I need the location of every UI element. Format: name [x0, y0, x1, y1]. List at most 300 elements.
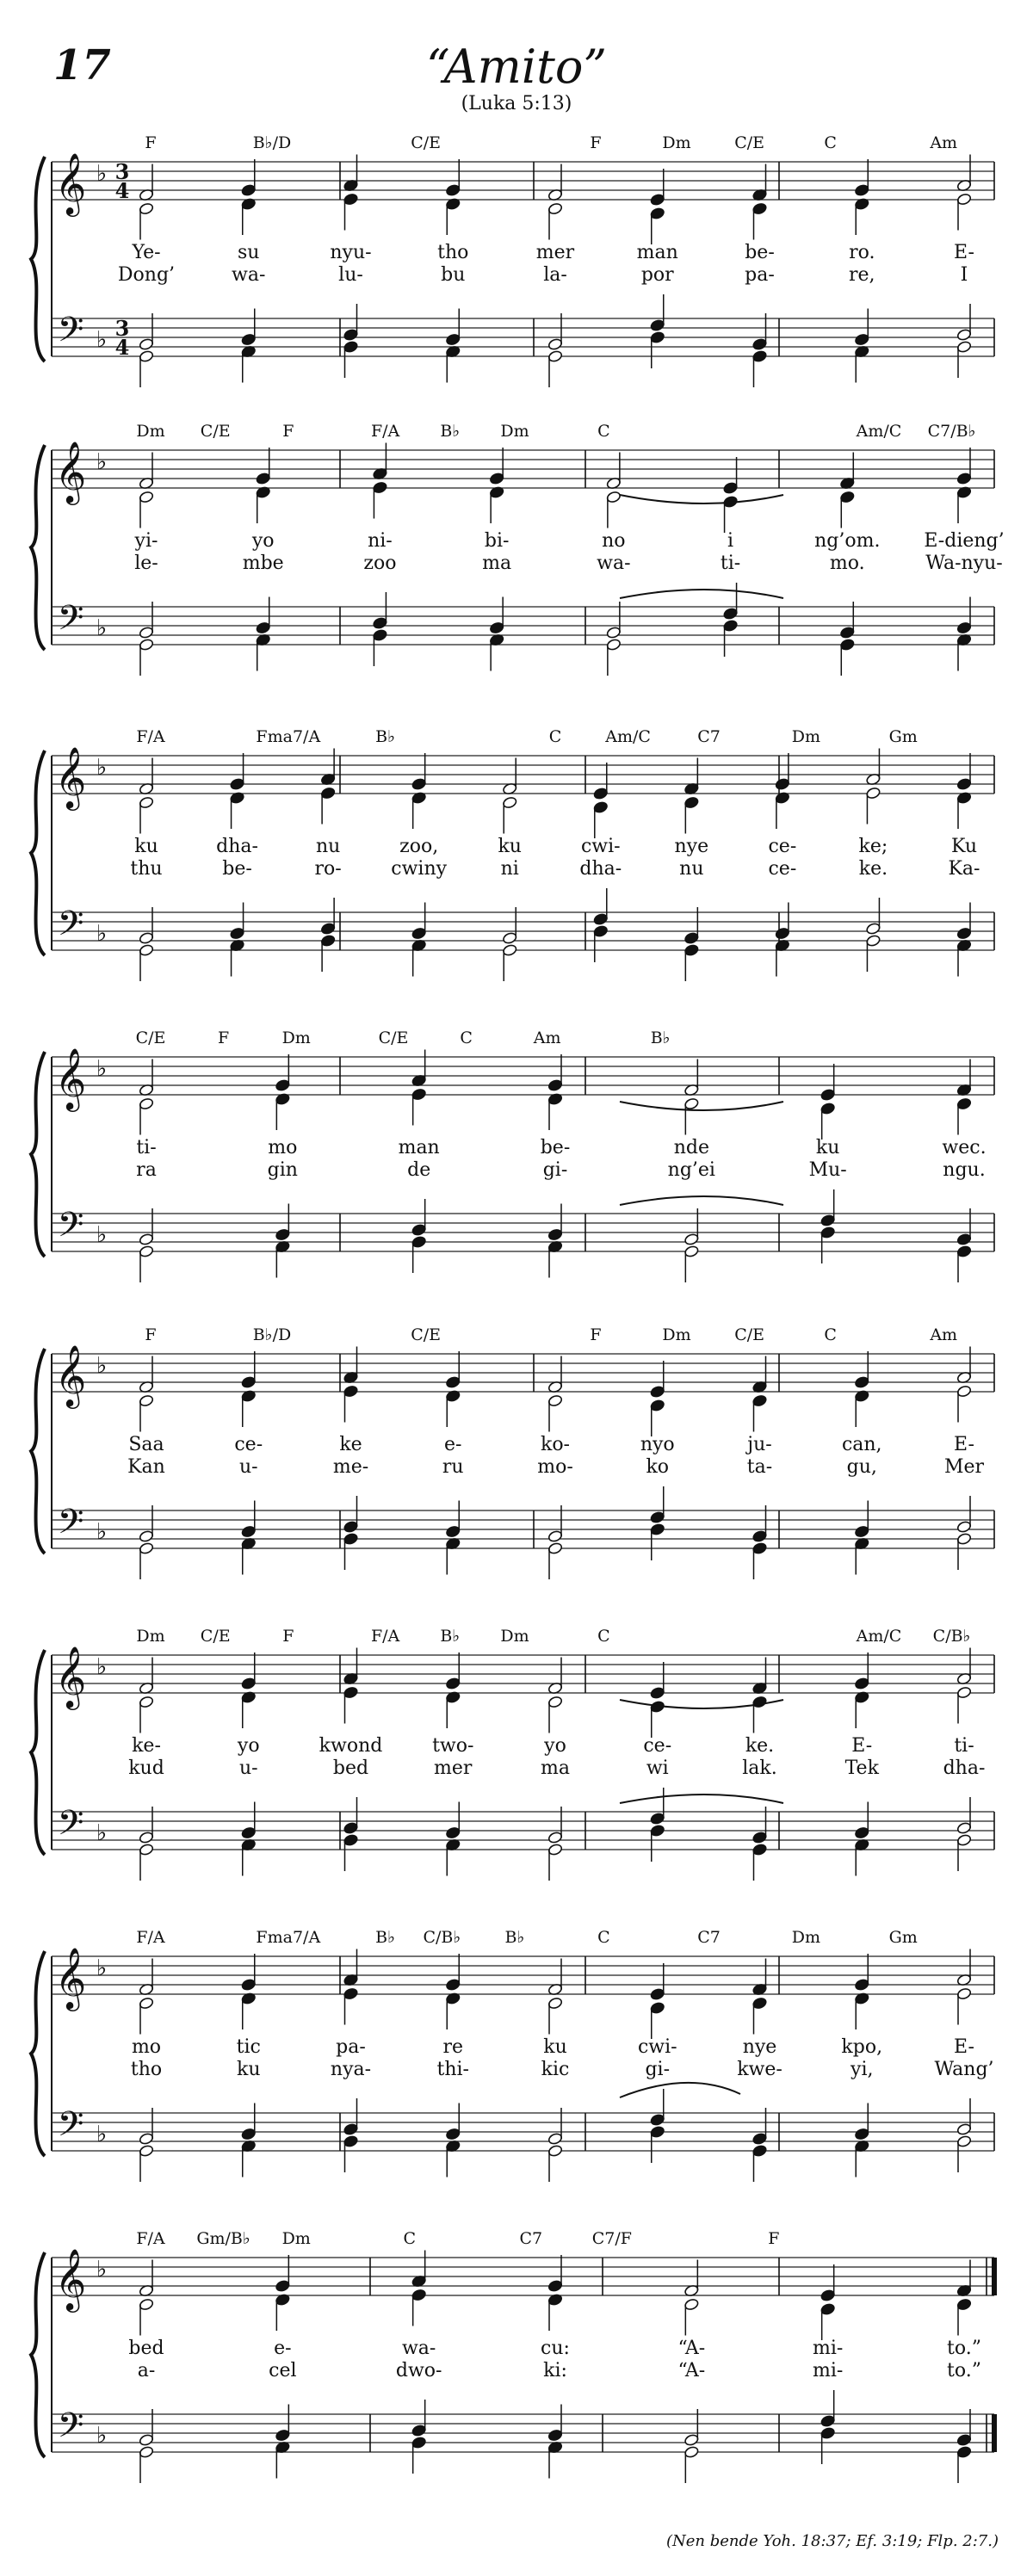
treble-note [684, 1097, 699, 1135]
bass-note [411, 903, 427, 941]
bass-note [343, 1833, 359, 1871]
chord-symbol: Dm [500, 422, 529, 441]
treble-note [752, 1997, 768, 2035]
treble-note [343, 193, 359, 231]
bass-note [445, 1802, 461, 1840]
bass-note [956, 903, 972, 941]
treble-note [820, 2264, 836, 2302]
lyric-verse-1: yo [251, 530, 275, 552]
lyric-verse-1: ke [339, 1434, 362, 1455]
chord-symbol: Am/C [856, 422, 902, 441]
bass-note [502, 943, 517, 981]
treble-note [547, 1696, 563, 1733]
lyric-verse-2: ru [442, 1456, 464, 1478]
lyric-verse-2: lu- [338, 264, 363, 286]
bass-note [606, 638, 622, 676]
treble-note [956, 753, 972, 791]
bass-note [489, 633, 504, 671]
treble-note [820, 1102, 836, 1140]
bass-note [650, 2089, 665, 2127]
bass-note [547, 2441, 563, 2479]
lyric-verse-1: e- [274, 2338, 292, 2359]
lyric-verse-2: ce- [768, 858, 797, 880]
lyric-verse-2: wa- [597, 553, 631, 574]
bass-note [650, 1824, 665, 1862]
bass-note [547, 1541, 563, 1579]
bass-note [866, 898, 881, 936]
bass-note [241, 309, 257, 347]
chord-symbol: Dm [662, 133, 691, 152]
treble-note [411, 2289, 427, 2326]
bass-note [752, 1541, 768, 1579]
treble-note [275, 1054, 290, 1092]
lyric-verse-2: I [960, 264, 968, 286]
bass-note [956, 2445, 972, 2483]
bass-note [956, 1797, 972, 1835]
treble-note [820, 2302, 836, 2340]
bass-note [343, 304, 359, 342]
lyric-verse-2: gu, [846, 1456, 877, 1478]
lyric-verse-1: ko- [540, 1434, 571, 1455]
lyric-verse-1: ce- [234, 1434, 263, 1455]
bass-note [854, 309, 869, 347]
bass-note [139, 1843, 154, 1881]
treble-note [241, 1992, 257, 2029]
lyric-verse-2: Wang’ [934, 2059, 994, 2080]
bass-note [956, 1496, 972, 1534]
chord-symbol: F [282, 1627, 294, 1646]
lyric-verse-2: cwiny [391, 858, 448, 880]
treble-note [956, 2298, 972, 2336]
treble-note [139, 202, 154, 240]
chord-symbol: F/A [136, 727, 165, 746]
lyric-verse-2: Ka- [948, 858, 980, 880]
lyric-verse-2: a- [137, 2360, 156, 2381]
lyric-verse-2: Dong’ [117, 264, 176, 286]
treble-note [343, 1347, 359, 1385]
bass-note [650, 330, 665, 368]
treble-note [956, 485, 972, 523]
bass-note [684, 943, 699, 981]
tie [620, 1795, 783, 1803]
chord-symbol: Dm [281, 1029, 311, 1047]
lyric-verse-1: E- [851, 1735, 873, 1757]
lyric-verse-1: yi- [134, 530, 158, 552]
treble-note [650, 2001, 665, 2039]
bass-note [320, 898, 336, 936]
treble-note [445, 1954, 461, 1992]
system-brace [31, 1951, 45, 2156]
treble-note [866, 787, 881, 825]
key-signature-flat: ♭ [96, 755, 108, 781]
chord-symbol: C/B♭ [932, 1627, 971, 1646]
treble-note [343, 1385, 359, 1423]
lyric-verse-2: dwo- [395, 2360, 442, 2381]
key-signature-flat: ♭ [96, 1056, 108, 1082]
treble-note [752, 1658, 768, 1696]
bass-note [241, 1838, 257, 1876]
treble-note [241, 1389, 257, 1427]
treble-note [139, 1394, 154, 1432]
lyric-verse-1: yo [237, 1735, 260, 1757]
lyric-verse-2: to.” [947, 2360, 981, 2381]
bass-note [866, 934, 881, 972]
lyric-verse-2: por [640, 264, 674, 286]
lyric-verse-2: lak. [742, 1757, 777, 1779]
key-signature-flat: ♭ [96, 1820, 108, 1846]
lyric-verse-2: wi [646, 1757, 669, 1779]
bass-note [956, 1532, 972, 1570]
lyric-verse-2: wa- [232, 264, 266, 286]
bass-note [139, 349, 154, 387]
lyric-verse-1: ku [498, 836, 522, 857]
bass-clef: 𝄢 [57, 2104, 84, 2153]
chord-symbol: F/A [136, 1928, 165, 1947]
bass-note [820, 1189, 836, 1227]
lyric-verse-2: “A- [677, 2360, 706, 2381]
chord-symbol: F [145, 1325, 157, 1344]
lyric-verse-1: nu [315, 836, 341, 857]
lyric-verse-2: mo- [537, 1456, 573, 1478]
bass-note [956, 1245, 972, 1282]
treble-note [547, 1658, 563, 1696]
treble-note [956, 1059, 972, 1097]
chord-symbol: Am [930, 1325, 958, 1344]
chord-symbol: F [590, 1325, 602, 1344]
treble-clef: 𝄞 [54, 1946, 87, 2009]
lyric-verse-1: su [238, 242, 260, 263]
lyric-verse-1: kpo, [841, 2036, 883, 2058]
bass-note [650, 2125, 665, 2163]
chord-symbol: C [597, 1627, 610, 1646]
lyric-verse-1: ku [815, 1137, 840, 1158]
system-brace [31, 1052, 45, 1257]
bass-note [241, 2140, 257, 2178]
treble-note [139, 796, 154, 834]
bass-note [445, 2140, 461, 2178]
treble-note [956, 1097, 972, 1135]
bass-note [320, 934, 336, 972]
treble-note [256, 448, 271, 485]
chord-symbol: C/E [378, 1029, 409, 1047]
chord-symbol: C/E [734, 133, 765, 152]
bass-note [139, 1541, 154, 1579]
lyric-verse-1: ti- [136, 1137, 157, 1158]
lyric-verse-1: E- [954, 2036, 974, 2058]
lyric-verse-2: Tek [844, 1757, 879, 1779]
chord-symbol: F [145, 133, 157, 152]
lyric-verse-2: mer [434, 1757, 473, 1779]
bass-note [411, 1199, 427, 1237]
chord-symbol: B♭ [375, 1928, 396, 1947]
system-brace [31, 751, 45, 955]
bass-note [256, 633, 271, 671]
chord-symbol: Am/C [856, 1627, 902, 1646]
bass-note [547, 2144, 563, 2182]
lyric-verse-1: mo [131, 2036, 162, 2058]
lyric-verse-1: ro. [849, 242, 875, 263]
bass-note [139, 1245, 154, 1282]
chord-symbol: Fma7/A [256, 727, 321, 746]
chord-symbol: B♭ [375, 727, 396, 746]
lyric-verse-1: E-dieng’ [924, 530, 1005, 552]
lyric-verse-1: mer [535, 242, 575, 263]
bass-note [139, 2445, 154, 2483]
treble-note [547, 202, 563, 240]
footer-references: (Nen bende Yoh. 18:37; Ef. 3:19; Flp. 2:7.) [666, 2532, 999, 2550]
lyric-verse-2: mo. [829, 553, 865, 574]
treble-note [343, 1949, 359, 1987]
bass-note [411, 2436, 427, 2474]
bass-clef: 𝄢 [57, 310, 84, 358]
lyric-verse-1: man [636, 242, 678, 263]
lyric-verse-2: tho [130, 2059, 163, 2080]
lyric-verse-2: kwe- [737, 2059, 782, 2080]
chord-symbol: Dm [136, 422, 165, 441]
treble-note [854, 159, 869, 197]
treble-note [650, 1963, 665, 2001]
treble-note [547, 1394, 563, 1432]
chord-symbol: C7 [519, 2229, 543, 2248]
chord-symbol: C/E [200, 1627, 231, 1646]
key-signature-flat: ♭ [96, 161, 108, 187]
treble-note [854, 1954, 869, 1992]
treble-clef: 𝄞 [54, 1047, 87, 1109]
treble-note [775, 753, 790, 791]
treble-note [650, 1662, 665, 1700]
bass-note [445, 2103, 461, 2141]
chord-symbol: Dm [662, 1325, 691, 1344]
lyric-verse-2: cel [269, 2360, 297, 2381]
bass-note [256, 597, 271, 635]
bass-note [411, 1235, 427, 1273]
chord-symbol: F [218, 1029, 230, 1047]
bass-note [820, 1226, 836, 1263]
system-brace [31, 2252, 45, 2457]
bass-note [139, 943, 154, 981]
chord-symbol: C [597, 422, 610, 441]
time-signature-bottom: 4 [114, 178, 130, 203]
treble-note [547, 1054, 563, 1092]
treble-note [411, 791, 427, 829]
bass-note [275, 1204, 290, 1242]
chord-symbol: B♭ [504, 1928, 525, 1947]
lyric-verse-1: ni- [368, 530, 393, 552]
treble-note [230, 753, 245, 791]
lyric-verse-2: gi- [542, 1159, 568, 1181]
bass-note [684, 1245, 699, 1282]
treble-note [411, 1088, 427, 1126]
bass-clef: 𝄢 [57, 904, 84, 952]
lyric-verse-1: re [442, 2036, 464, 2058]
bass-note [956, 597, 972, 635]
bass-note [956, 304, 972, 342]
lyric-verse-2: mbe [242, 553, 284, 574]
bass-note [684, 2445, 699, 2483]
lyric-verse-1: ce- [768, 836, 797, 857]
key-signature-flat: ♭ [96, 449, 108, 475]
chord-symbol: Dm [500, 1627, 529, 1646]
treble-note [820, 1064, 836, 1102]
bass-note [275, 2441, 290, 2479]
bass-note [752, 1843, 768, 1881]
treble-note [445, 1389, 461, 1427]
bass-note [547, 1843, 563, 1881]
treble-note [445, 197, 461, 235]
bass-note [820, 2390, 836, 2428]
lyric-verse-1: be- [745, 242, 775, 263]
treble-note [956, 1686, 972, 1724]
bass-clef: 𝄢 [57, 1205, 84, 1253]
lyric-verse-2: gin [267, 1159, 298, 1181]
treble-note [650, 1361, 665, 1399]
key-signature-flat: ♭ [96, 2122, 108, 2147]
key-signature-flat: ♭ [96, 1955, 108, 1981]
treble-note [684, 758, 699, 796]
treble-note [547, 2255, 563, 2293]
treble-note [547, 164, 563, 202]
treble-note [723, 457, 739, 495]
chord-symbol: C7/F [591, 2229, 632, 2248]
lyric-verse-1: be- [540, 1137, 571, 1158]
lyric-verse-1: Saa [128, 1434, 164, 1455]
chord-symbol: C/E [200, 422, 231, 441]
lyric-verse-2: yi, [851, 2059, 874, 2080]
chord-symbol: Am/C [605, 727, 651, 746]
lyric-verse-2: gi- [645, 2059, 671, 2080]
bass-note [241, 1802, 257, 1840]
bass-note [839, 638, 855, 676]
lyric-verse-1: E- [954, 1434, 974, 1455]
chord-symbol: C7/B♭ [927, 422, 976, 441]
treble-note [343, 1686, 359, 1724]
time-signature-bottom: 4 [114, 335, 130, 360]
lyric-verse-1: nye [674, 836, 709, 857]
lyric-verse-2: de [407, 1159, 431, 1181]
treble-note [956, 448, 972, 485]
bass-note [547, 349, 563, 387]
lyric-verse-1: ti- [954, 1735, 974, 1757]
chord-symbol: C/E [411, 133, 442, 152]
treble-note [139, 2260, 154, 2298]
treble-note [230, 791, 245, 829]
chord-symbol: B♭/D [252, 1325, 292, 1344]
treble-note [854, 1652, 869, 1690]
bass-note [854, 2103, 869, 2141]
lyric-verse-1: ce- [643, 1735, 672, 1757]
lyric-verse-2: ma [541, 1757, 570, 1779]
bass-note [820, 2426, 836, 2464]
treble-note [956, 155, 972, 193]
treble-clef: 𝄞 [54, 1344, 87, 1406]
bass-note [241, 1501, 257, 1539]
treble-note [650, 207, 665, 244]
lyric-verse-2: kud [128, 1757, 164, 1779]
lyric-verse-2: u- [238, 1757, 258, 1779]
bass-note [956, 340, 972, 378]
lyric-verse-1: i [727, 530, 734, 552]
bass-note [650, 1486, 665, 1524]
lyric-verse-2: ki: [543, 2360, 567, 2381]
treble-note [775, 791, 790, 829]
system-brace [31, 1650, 45, 1855]
bass-note [547, 2405, 563, 2443]
chord-symbol: Dm [281, 2229, 311, 2248]
lyric-verse-1: tho [437, 242, 469, 263]
chord-symbol: F [768, 2229, 780, 2248]
chord-symbol: F/A [136, 2229, 165, 2248]
lyric-verse-1: mi- [812, 2338, 844, 2359]
lyric-verse-2: dha- [943, 1757, 986, 1779]
treble-note [502, 796, 517, 834]
treble-note [445, 1351, 461, 1389]
treble-note [139, 491, 154, 528]
treble-note [956, 193, 972, 231]
lyric-verse-1: yo [544, 1735, 566, 1757]
treble-note [866, 749, 881, 787]
chord-symbol: Am [930, 133, 958, 152]
treble-note [593, 763, 609, 800]
treble-note [343, 1648, 359, 1686]
bass-note [956, 1833, 972, 1871]
treble-note [650, 169, 665, 207]
bass-note [445, 1501, 461, 1539]
lyric-verse-1: kwond [319, 1735, 383, 1757]
treble-note [650, 1399, 665, 1436]
lyric-verse-2: bed [332, 1757, 369, 1779]
treble-clef: 𝄞 [54, 745, 87, 808]
treble-note [241, 197, 257, 235]
treble-note [502, 758, 517, 796]
lyric-verse-1: Ye- [132, 242, 161, 263]
bass-clef: 𝄢 [57, 598, 84, 646]
treble-note [139, 2298, 154, 2336]
bass-note [343, 2134, 359, 2172]
key-signature-flat: ♭ [96, 327, 108, 353]
lyric-verse-1: e- [444, 1434, 462, 1455]
lyric-verse-1: cwi- [580, 836, 621, 857]
bass-note [752, 2144, 768, 2182]
bass-clef: 𝄢 [57, 1803, 84, 1851]
chord-symbol: C/E [135, 1029, 166, 1047]
treble-note [547, 1959, 563, 1997]
bass-note [445, 1838, 461, 1876]
treble-note [593, 800, 609, 838]
treble-note [956, 1347, 972, 1385]
hymn-title: “Amito” [426, 40, 607, 94]
treble-note [956, 1949, 972, 1987]
treble-note [854, 197, 869, 235]
chord-symbol: Fma7/A [256, 1928, 321, 1947]
treble-clef: 𝄞 [54, 1645, 87, 1708]
treble-note [445, 159, 461, 197]
treble-note [752, 164, 768, 202]
treble-note [445, 1992, 461, 2029]
bass-note [650, 1523, 665, 1560]
treble-note [489, 448, 504, 485]
bass-note [956, 2098, 972, 2136]
treble-note [547, 1997, 563, 2035]
lyric-verse-1: ke; [858, 836, 888, 857]
system-brace [31, 157, 45, 361]
lyric-verse-2: Kan [127, 1456, 165, 1478]
treble-note [139, 1097, 154, 1135]
treble-note [139, 1959, 154, 1997]
bass-note [650, 294, 665, 332]
bass-note [956, 2134, 972, 2172]
lyric-verse-1: bed [128, 2338, 164, 2359]
lyric-verse-1: nyu- [330, 242, 372, 263]
